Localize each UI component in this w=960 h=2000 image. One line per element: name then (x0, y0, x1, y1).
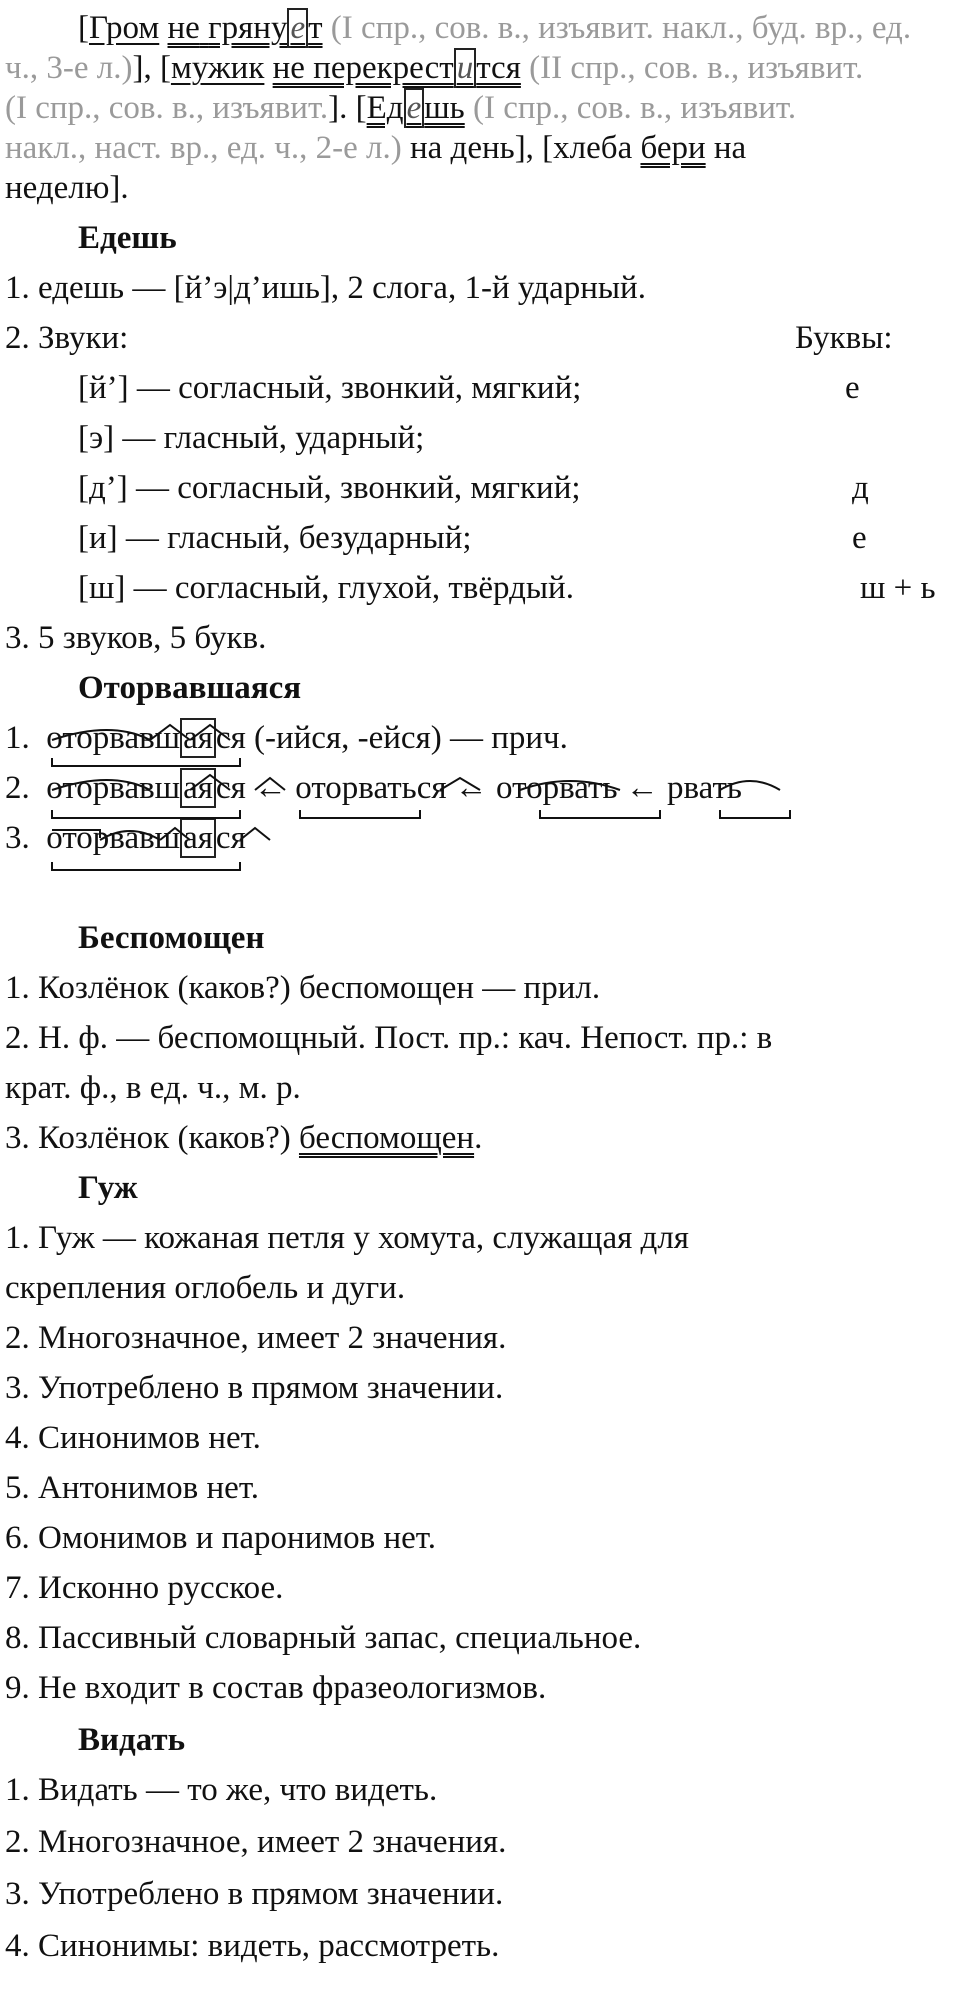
word-ne-gryanet: не грянует (167, 10, 323, 46)
word-otorvavshayasya: оторвавшаяся (46, 770, 246, 806)
sound-row: [д’] — согласный, звонкий, мягкий; (78, 470, 581, 506)
ending-box: ая (180, 768, 216, 808)
word-muzhik: мужик (170, 50, 265, 86)
letter-cell: е (852, 520, 867, 556)
guzh-line: 4. Синонимов нет. (5, 1420, 261, 1456)
word-beri: бери (640, 130, 706, 166)
ending-box: ая (180, 818, 216, 858)
letter-cell: д (852, 470, 869, 506)
guzh-line: 9. Не входит в состав фразеологизмов. (5, 1670, 547, 1706)
guzh-line: 8. Пассивный словарный запас, специальное. (5, 1620, 642, 1656)
letter-cell: е (845, 370, 860, 406)
sentence-line-4: накл., наст. вр., ед. ч., 2-е л.) на день], [хлеба бери на (5, 130, 747, 166)
word-besp: беспомощен (298, 1120, 475, 1156)
ending-box: е (287, 8, 308, 48)
vidat-line: 1. Видать — то же, что видеть. (5, 1772, 438, 1808)
ending-box: ая (180, 718, 216, 758)
grammar-note: (II спр., сов. в., изъявит. (529, 50, 864, 86)
base-bracket (300, 810, 420, 818)
word-otorvavshayasya: оторвавшаяся (46, 720, 246, 756)
sentence-line-3: (I спр., сов. в., изъявит.]. [Едешь (I спр., сов. в., изъявит. (5, 90, 797, 126)
sentence-line-2: ч., 3-е л.)], [мужик не перекрестится (II спр., сов. в., изъявит. (5, 50, 864, 86)
base-bracket (720, 810, 790, 818)
letters-label: Буквы: (795, 320, 893, 356)
word-edesh: Едешь (366, 90, 465, 126)
besp-line-2: 2. Н. ф. — беспомощный. Пост. пр.: кач. Непост. пр.: в (5, 1020, 773, 1056)
otorv-line-1: 1. оторвавшаяся (-ийся, -ейся) — прич. (5, 720, 568, 756)
word-ne-perekrestitsya: не перекрестится (272, 50, 521, 86)
section-title-vidat: Видать (78, 1722, 186, 1758)
otorv-line-3: 3. оторвавшаяся (5, 820, 246, 856)
guzh-line: 5. Антонимов нет. (5, 1470, 260, 1506)
sentence-line-5: неделю]. (5, 170, 129, 206)
sound-row: [й’] — согласный, звонкий, мягкий; (78, 370, 582, 406)
section-title-guzh: Гуж (78, 1170, 138, 1206)
guzh-line: 3. Употреблено в прямом значении. (5, 1370, 504, 1406)
word-otorvavshayasya: оторвавшаяся (46, 820, 246, 856)
section-title-edesh: Едешь (78, 220, 177, 256)
besp-line-3: крат. ф., в ед. ч., м. р. (5, 1070, 301, 1106)
otorv-line-2: 2. оторвавшаяся ← оторваться ← оторвать ← рвать (5, 770, 742, 806)
base-bracket (540, 810, 660, 818)
guzh-line: 7. Исконно русское. (5, 1570, 284, 1606)
sound-row: [ш] — согласный, глухой, твёрдый. (78, 570, 574, 606)
sounds-label: 2. Звуки: (5, 320, 129, 356)
besp-line-4: 3. Козлёнок (каков?) беспомощен. (5, 1120, 483, 1156)
grammar-note: (I спр., сов. в., изъявит. накл., буд. вр., ед. (330, 10, 912, 46)
ending-box: и (454, 48, 477, 88)
vidat-line: 3. Употреблено в прямом значении. (5, 1876, 504, 1912)
besp-line-1: 1. Козлёнок (каков?) беспомощен — прил. (5, 970, 601, 1006)
word-chain: ← оторваться ← оторвать ← рвать (254, 770, 742, 806)
sentence-line-1: [Гром не грянует (I спр., сов. в., изъявит. накл., буд. вр., ед. (78, 10, 912, 46)
letter-cell: ш + ь (860, 570, 936, 606)
base-bracket (52, 758, 240, 766)
edesh-line-3: 3. 5 звуков, 5 букв. (5, 620, 267, 656)
sound-row: [и] — гласный, безударный; (78, 520, 472, 556)
guzh-line: 6. Омонимов и паронимов нет. (5, 1520, 436, 1556)
base-bracket (52, 862, 240, 870)
vidat-line: 2. Многозначное, имеет 2 значения. (5, 1824, 507, 1860)
ending-box: е (404, 88, 425, 128)
section-title-otorv: Оторвавшаяся (78, 670, 302, 706)
edesh-line-1: 1. едешь — [й’э|д’ишь], 2 слога, 1-й ударный. (5, 270, 646, 306)
section-title-besp: Беспомощен (78, 920, 265, 956)
vidat-line: 4. Синонимы: видеть, рассмотреть. (5, 1928, 500, 1964)
guzh-line: 1. Гуж — кожаная петля у хомута, служащая для (5, 1220, 689, 1256)
base-bracket (52, 810, 240, 818)
word-grom: Гром (89, 10, 160, 46)
grammar-note: (I спр., сов. в., изъявит. (472, 90, 797, 126)
guzh-line: скрепления оглобель и дуги. (5, 1270, 406, 1306)
guzh-line: 2. Многозначное, имеет 2 значения. (5, 1320, 507, 1356)
sound-row: [э] — гласный, ударный; (78, 420, 425, 456)
